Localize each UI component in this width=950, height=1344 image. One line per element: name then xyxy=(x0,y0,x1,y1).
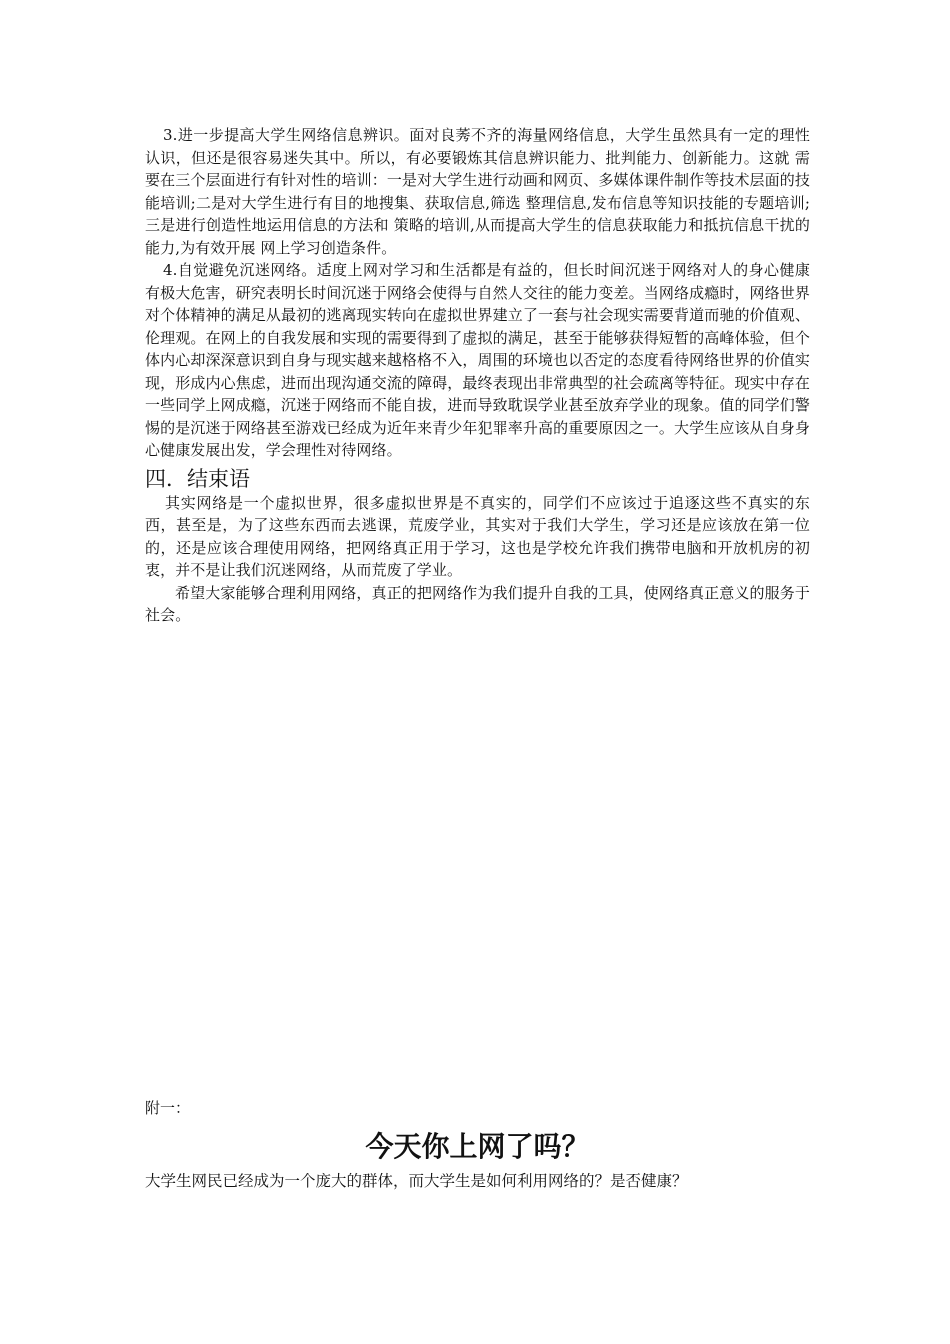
paragraph-info-discernment: 3.进一步提高大学生网络信息辨识。面对良莠不齐的海量网络信息，大学生虽然具有一定的理性认识，但还是很容易迷失其中。所以，有必要锻炼其信息辨识能力、批判能力、创新能力。这就 需要在三个层面进行有针对性的培训：一是对大学生进行动画和网页、多媒体课件制作等技术层面的技能培训;二是对大学生进行有目的地搜集、获取信息,筛选 整理信息,发布信息等知识技能的专题培训;三是进行创造性地运用信息的方法和 策略的培训,从而提高大学生的信息获取能力和抵抗信息干扰的能力,为有效开展 网上学习创造条件。 xyxy=(145,126,810,257)
section-heading-conclusion: 四．结束语 xyxy=(145,466,250,491)
paragraph-closing-wish: 希望大家能够合理利用网络，真正的把网络作为我们提升自我的工具，使网络真正意义的服务于社会。 xyxy=(145,583,810,624)
main-content xyxy=(145,124,810,627)
appendix-section xyxy=(145,1097,810,1193)
paragraph-avoid-addiction: 4.自觉避免沉迷网络。适度上网对学习和生活都是有益的，但长时间沉迷于网络对人的身心健康有极大危害，研究表明长时间沉迷于网络会使得与自然人交往的能力变差。当网络成瘾时，网络世界对个体精神的满足从最初的逃离现实转向在虚拟世界建立了一套与社会现实需要背道而驰的价值观、伦理观。在网上的自我发展和实现的需要得到了虚拟的满足，甚至于能够获得短暂的高峰体验，但个体内心却深深意识到自身与现实越来越格格不入，周围的环境也以否定的态度看待网络世界的价值实现，形成内心焦虑，进而出现沟通交流的障碍，最终表现出非常典型的社会疏离等特征。现实中存在一些同学上网成瘾，沉迷于网络而不能自拔，进而导致耽误学业甚至放弃学业的现象。值的同学们警惕的是沉迷于网络甚至游戏已经成为近年来青少年犯罪率升高的重要原因之一。大学生应该从自身身心健康发展出发，学会理性对待网络。 xyxy=(145,261,810,459)
paragraph-conclusion: 其实网络是一个虚拟世界，很多虚拟世界是不真实的，同学们不应该过于追逐这些不真实的东西，甚至是，为了这些东西而去逃课，荒废学业，其实对于我们大学生，学习还是应该放在第一位的，还是应该合理使用网络，把网络真正用于学习，这也是学校允许我们携带电脑和开放机房的初衷，并不是让我们沉迷网络，从而荒废了学业。 xyxy=(145,493,810,579)
appendix-intro: 大学生网民已经成为一个庞大的群体，而大学生是如何利用网络的？是否健康？ xyxy=(145,1172,688,1190)
appendix-title: 今天你上网了吗？ xyxy=(365,1130,590,1163)
appendix-label: 附一： xyxy=(145,1099,191,1117)
